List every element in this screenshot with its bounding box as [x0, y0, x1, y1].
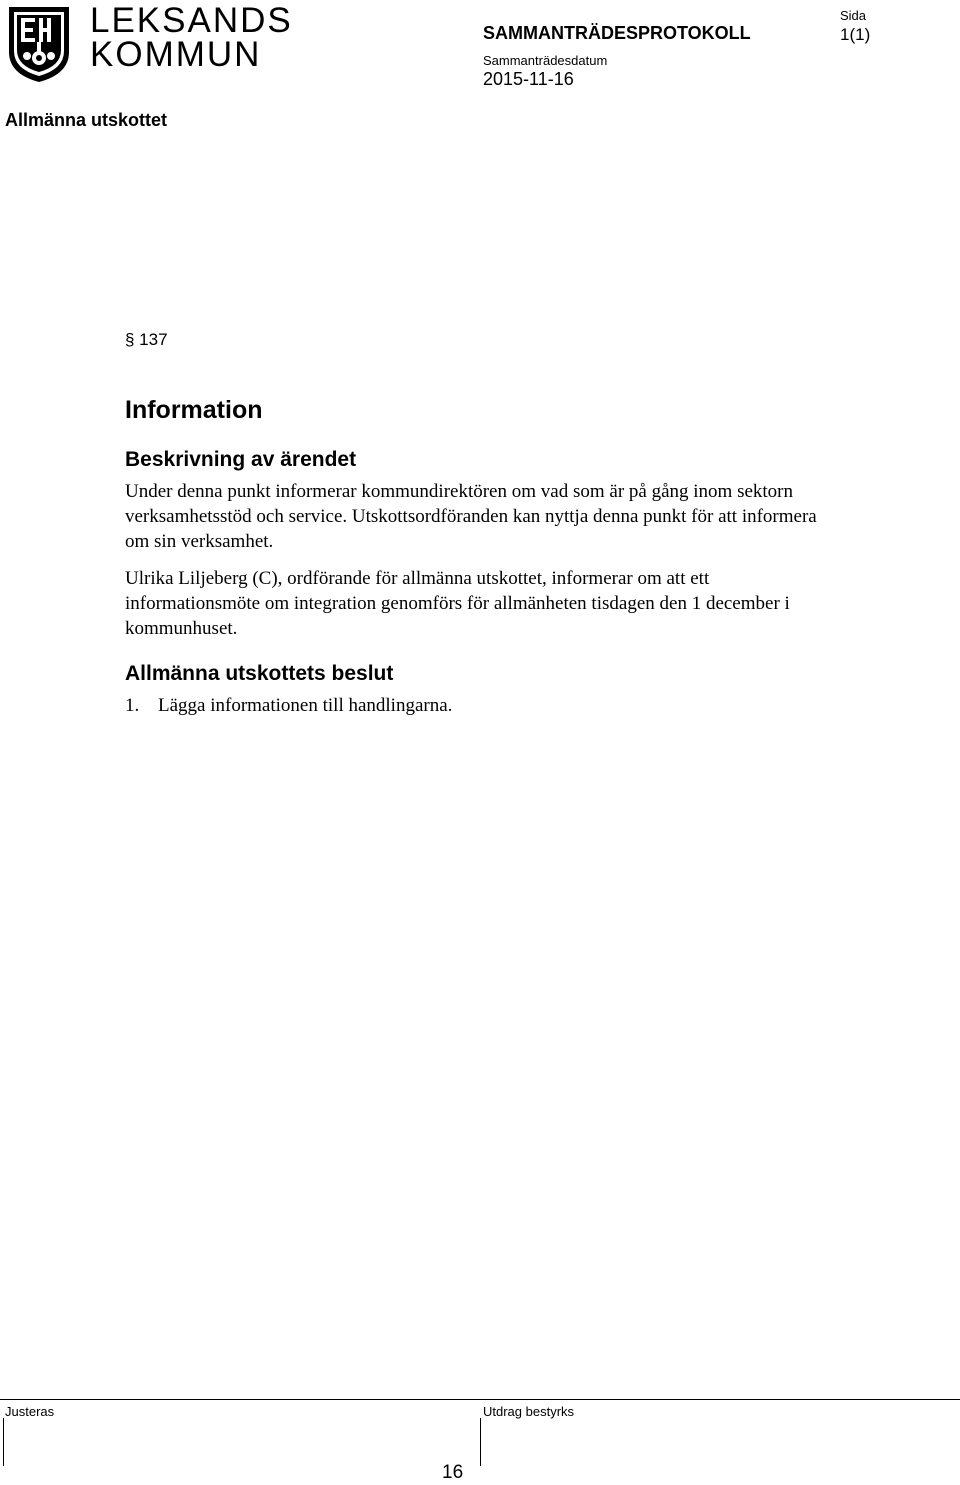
description-paragraph: Ulrika Liljeberg (C), ordförande för allmänna utskottet, informerar om att ett informationsmöte om integration genomförs för allmänheten tisdagen den 1 december i kommunhuset. [125, 568, 790, 639]
document-type: SAMMANTRÄDESPROTOKOLL [483, 23, 751, 43]
signature-box-border [3, 1418, 4, 1466]
description-paragraph: Under denna punkt informerar kommundirektören om vad som är på gång inom sektorn verksamhetsstöd och service. Utskottsordföranden kan nyttja denna punkt för att informera om sin verksamhet. [125, 481, 817, 552]
page-count: 1(1) [840, 25, 871, 44]
footer-divider [0, 1399, 960, 1400]
decision-text: Lägga informationen till handlingarna. [158, 695, 453, 716]
item-title: Information [125, 396, 263, 424]
description-heading: Beskrivning av ärendet [125, 448, 357, 471]
justeras-label: Justeras [5, 1404, 55, 1419]
logo-wordmark-line2: KOMMUN [90, 35, 262, 74]
decision-heading: Allmänna utskottets beslut [125, 662, 394, 685]
municipal-coat-of-arms-icon [6, 4, 72, 84]
logo-wordmark-line1: LEKSANDS [90, 1, 293, 40]
page-number: 16 [442, 1462, 464, 1483]
paragraph-number: § 137 [125, 330, 168, 349]
decision-number: 1. [125, 695, 140, 716]
meeting-date-value: 2015-11-16 [483, 69, 574, 89]
page-label: Sida [840, 8, 867, 23]
signature-box-border [480, 1418, 481, 1466]
meeting-date-label: Sammanträdesdatum [483, 53, 608, 68]
committee-name: Allmänna utskottet [5, 110, 168, 130]
decision-list-item [125, 693, 452, 718]
utdrag-bestyrks-label: Utdrag bestyrks [483, 1404, 575, 1419]
